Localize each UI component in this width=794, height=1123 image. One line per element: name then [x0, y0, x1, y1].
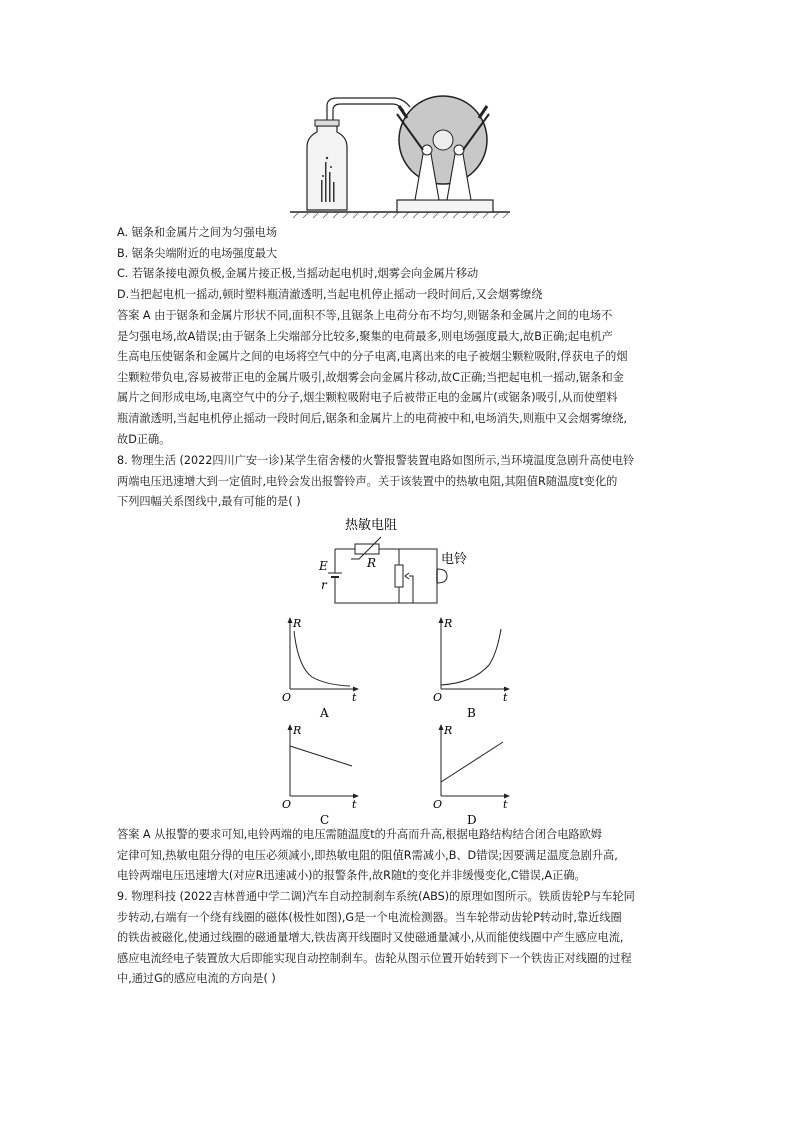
internal-r-label: r — [321, 578, 327, 592]
question-8 — [117, 451, 677, 513]
graph-c — [282, 722, 362, 826]
apparatus-figure — [285, 92, 515, 222]
question-9-line: 中,通过G的感应电流的方向是( ) — [117, 972, 276, 986]
answer-q8 — [117, 825, 677, 887]
answer-q7-line: 答案 A 由于锯条和金属片形状不同,面积不等,且锯条上电荷分布不均匀,则锯条和金属片之间的电场不 — [117, 309, 613, 322]
graph-a — [282, 615, 362, 719]
answer-q7-line: 是匀强电场,故A错误;由于锯条上尖端部分比较多,聚集的电荷最多,则电场强度最大,故B正确;起电机产 — [117, 329, 613, 343]
graph-d-y-label: R — [444, 724, 453, 737]
option-c: C. 若锯条接电源负极,金属片接正极,当摇动起电机时,烟雾会向金属片移动 — [117, 267, 479, 280]
question-9-line: 的铁齿被磁化,使通过线圈的磁通量增大,铁齿离开线圈时又使磁通量减小,从而能使线圈中产生感应电流, — [117, 931, 624, 945]
answer-q8-line: 定律可知,热敏电阻分得的电压必须减小,即热敏电阻的阻值R需减小,B、D错误;因要满足温度急剧升高, — [117, 848, 618, 862]
emf-label: E — [319, 559, 328, 573]
answer-q7-line: 瓶清澈透明,当起电机停止摇动一段时间后,锯条和金属片上的电荷被中和,电场消失,则瓶中又会烟雾缭绕, — [117, 411, 628, 425]
answer-q7-line: 故D正确。 — [117, 432, 171, 446]
graph-c-y-label: R — [293, 724, 302, 737]
answer-q8-line: 电铃两端电压迅速增大(对应R迅速减小)的报警条件,故R随t的变化并非缓慢变化,C错误,A正确。 — [117, 869, 586, 883]
answer-q7-line: 尘颗粒带负电,容易被带正电的金属片吸引,故烟雾会向金属片移动,故C正确;当把起电机一摇动,锯条和金 — [117, 370, 624, 384]
question-8-line: 两端电压迅速增大到一定值时,电铃会发出报警铃声。关于该装置中的热敏电阻,其阻值R随温度t变化的 — [117, 474, 618, 488]
option-b: B. 锯条尖端附近的电场强度最大 — [117, 247, 278, 260]
question-9 — [117, 887, 677, 990]
question-9-line: 感应电流经电子装置放大后即能实现自动控制刹车。齿轮从图示位置开始转到下一个铁齿正对线圈的过程 — [117, 951, 632, 965]
question-9-line: 步转动,右端有一个绕有线圈的磁体(极性如图),G是一个电流检测器。当车轮带动齿轮P转动时,靠近线圈 — [117, 910, 622, 924]
bell-label: 电铃 — [441, 552, 468, 567]
question-8-line: 下列四幅关系图线中,最有可能的是( ) — [117, 495, 301, 509]
answer-q7-line: 属片之间形成电场,电离空气中的分子,烟尘颗粒吸附电子后被带正电的金属片(或锯条)吸引,从而使塑料 — [117, 391, 618, 405]
resistor-r-label: R — [367, 556, 377, 570]
answer-q7 — [117, 306, 677, 450]
graph-b-x-label: t — [503, 691, 508, 704]
graph-a-y-label: R — [293, 617, 302, 630]
question-8-line: 8. 物理生活 (2022四川广安一诊)某学生宿舍楼的火警报警装置电路如图所示,当环境温度急剧升高使电铃 — [117, 454, 635, 467]
graph-c-label: C — [320, 813, 330, 826]
graph-a-x-label: t — [352, 691, 357, 704]
graph-a-label: A — [320, 706, 329, 719]
graph-d-x-label: t — [503, 798, 508, 811]
question-9-line: 9. 物理科技 (2022吉林普通中学二调)汽车自动控制刹车系统(ABS)的原理如图所示。铁质齿轮P与车轮同 — [117, 890, 635, 903]
graph-c-origin: O — [282, 798, 292, 811]
graph-a-origin: O — [282, 691, 292, 704]
graph-b-y-label: R — [444, 617, 453, 630]
option-d: D.当把起电机一摇动,顿时塑料瓶清澈透明,当起电机停止摇动一段时间后,又会烟雾缭绕 — [117, 288, 543, 301]
answer-q7-line: 生高电压使锯条和金属片之间的电场将空气中的分子电离,电离出来的电子被烟尘颗粒吸附,俘获电子的烟 — [117, 350, 628, 364]
answer-q8-line: 答案 A 从报警的要求可知,电铃两端的电压需随温度t的升高而升高,根据电路结构结合闭合电路欧姆 — [117, 828, 602, 841]
graph-d-origin: O — [433, 798, 443, 811]
circuit-diagram — [315, 515, 475, 615]
graph-d-label: D — [467, 813, 477, 826]
graph-b-origin: O — [433, 691, 443, 704]
graph-b-label: B — [467, 706, 476, 719]
graph-c-x-label: t — [352, 798, 357, 811]
graph-d — [433, 722, 513, 826]
graph-b — [433, 615, 513, 719]
option-a: A. 锯条和金属片之间为匀强电场 — [117, 226, 278, 239]
thermistor-label: 热敏电阻 — [345, 518, 398, 533]
